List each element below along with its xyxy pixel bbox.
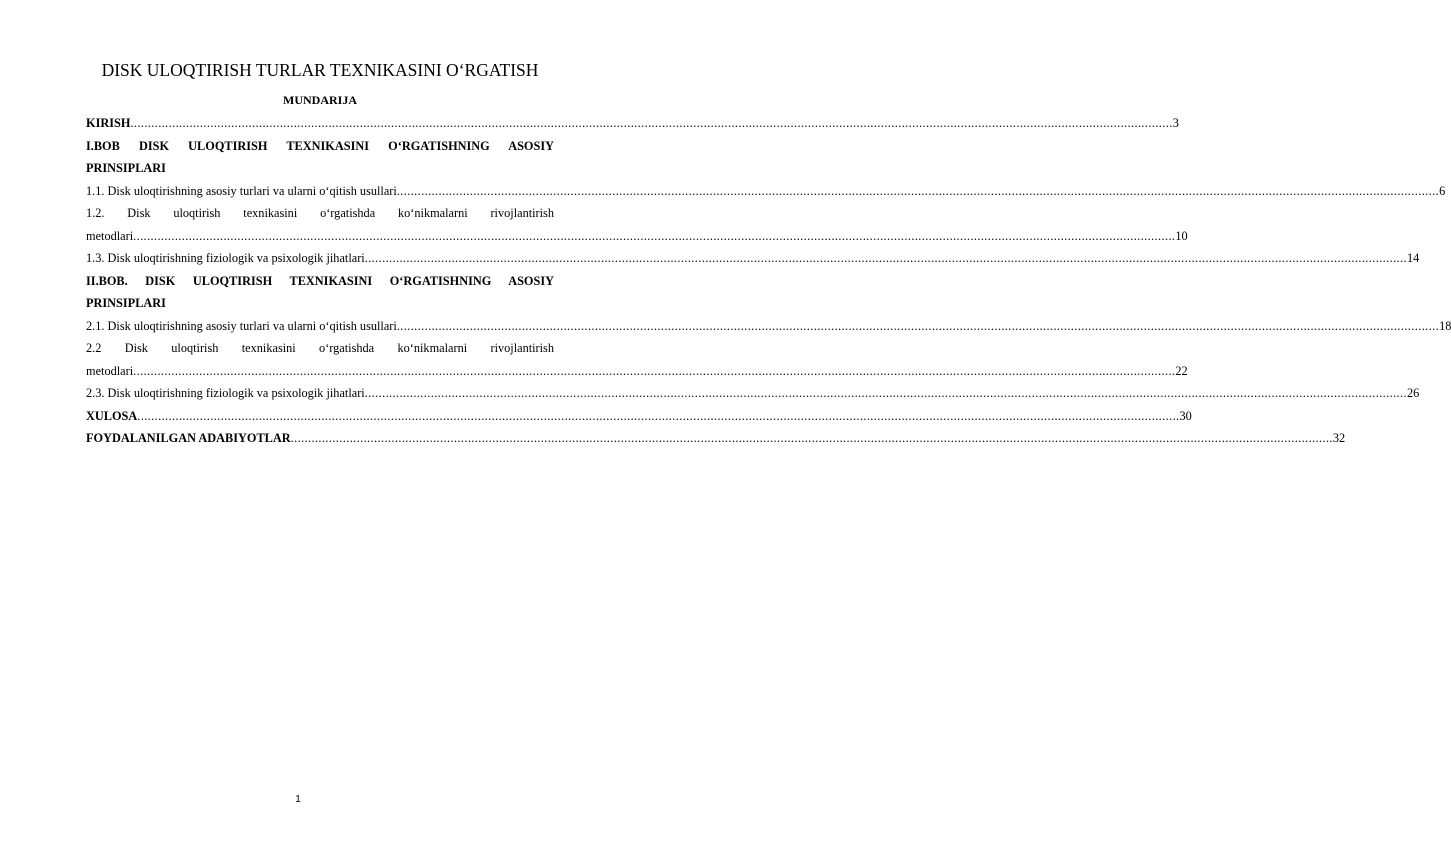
dot-leader: ............................................................................................................................................................................................................................................................................................................ <box>364 251 1407 265</box>
toc-chapter-2-line1: II.BOB. DISK ULOQTIRISH TEXNIKASINI O‘RGATISHNING ASOSIY <box>86 273 554 288</box>
toc-entry-2-1 <box>86 315 1451 338</box>
table-of-contents <box>86 112 1451 450</box>
dot-leader: ............................................................................................................................................................................................................................................................................................................ <box>364 386 1407 400</box>
toc-entry-label: PRINSIPLARI <box>86 296 166 310</box>
toc-page-number: 3 <box>1172 116 1179 130</box>
toc-chapter-1-line2 <box>86 157 554 180</box>
toc-entry-1-1 <box>86 180 1446 203</box>
toc-entry-label: PRINSIPLARI <box>86 161 166 175</box>
toc-entry-label: 1.1. Disk uloqtirishning asosiy turlari va ularni o‘qitish usullari <box>86 183 397 198</box>
toc-page-number: 10 <box>1175 228 1188 243</box>
toc-chapter-2-line2 <box>86 292 554 315</box>
dot-leader: ............................................................................................................................................................................................................................................................................................................ <box>133 228 1176 243</box>
toc-page-number: 26 <box>1406 386 1420 400</box>
toc-entry-label: 1.3. Disk uloqtirishning fiziologik va psixologik jihatlari <box>86 251 365 265</box>
dot-leader: ............................................................................................................................................................................................................................................................................................................ <box>133 363 1176 378</box>
toc-entry-kirish <box>86 112 1179 135</box>
toc-entry-adabiyotlar <box>86 427 1346 450</box>
toc-entry-xulosa <box>86 405 1192 428</box>
toc-entry-2-2-line1: 2.2 Disk uloqtirish texnikasini o‘rgatishda ko‘nikmalarni rivojlantirish <box>86 341 554 355</box>
toc-entry-1-2-line2 <box>86 225 1188 248</box>
toc-page-number: 6 <box>1439 183 1446 198</box>
dot-leader: ............................................................................................................................................................................................................................................................................................................ <box>290 431 1333 445</box>
document-title: DISK ULOQTIRISH TURLAR TEXNIKASINI O‘RGATISH <box>101 60 539 80</box>
toc-entry-label: metodlari <box>86 363 134 378</box>
toc-page-number: 30 <box>1179 408 1192 423</box>
toc-chapter-1-line1: I.BOB DISK ULOQTIRISH TEXNIKASINI O‘RGATISHNING ASOSIY <box>86 138 554 153</box>
toc-entry-label: KIRISH <box>86 116 131 130</box>
toc-entry-label: metodlari <box>86 228 134 243</box>
toc-entry-1-3 <box>86 247 1420 270</box>
toc-entry-2-2-line2 <box>86 360 1188 383</box>
dot-leader: ............................................................................................................................................................................................................................................................................................................ <box>137 408 1180 423</box>
toc-entry-1-2-line1: 1.2. Disk uloqtirish texnikasini o‘rgatishda ko‘nikmalarni rivojlantirish <box>86 206 554 220</box>
toc-page-number: 18 <box>1439 318 1451 333</box>
dot-leader: ............................................................................................................................................................................................................................................................................................................ <box>130 116 1173 130</box>
toc-entry-2-3 <box>86 382 1420 405</box>
toc-page-number: 22 <box>1175 363 1188 378</box>
dot-leader: ............................................................................................................................................................................................................................................................................................................ <box>396 183 1440 198</box>
toc-heading: MUNDARIJA <box>283 93 357 107</box>
page-number: 1 <box>295 794 301 805</box>
toc-entry-label: XULOSA <box>86 408 138 423</box>
toc-page-number: 32 <box>1332 431 1346 445</box>
toc-entry-label: 2.3. Disk uloqtirishning fiziologik va psixologik jihatlari <box>86 386 365 400</box>
toc-entry-label: 2.1. Disk uloqtirishning asosiy turlari va ularni o‘qitish usullari <box>86 318 397 333</box>
toc-entry-label: FOYDALANILGAN ADABIYOTLAR <box>86 431 291 445</box>
toc-page-number: 14 <box>1406 251 1420 265</box>
dot-leader: ............................................................................................................................................................................................................................................................................................................ <box>396 318 1440 333</box>
